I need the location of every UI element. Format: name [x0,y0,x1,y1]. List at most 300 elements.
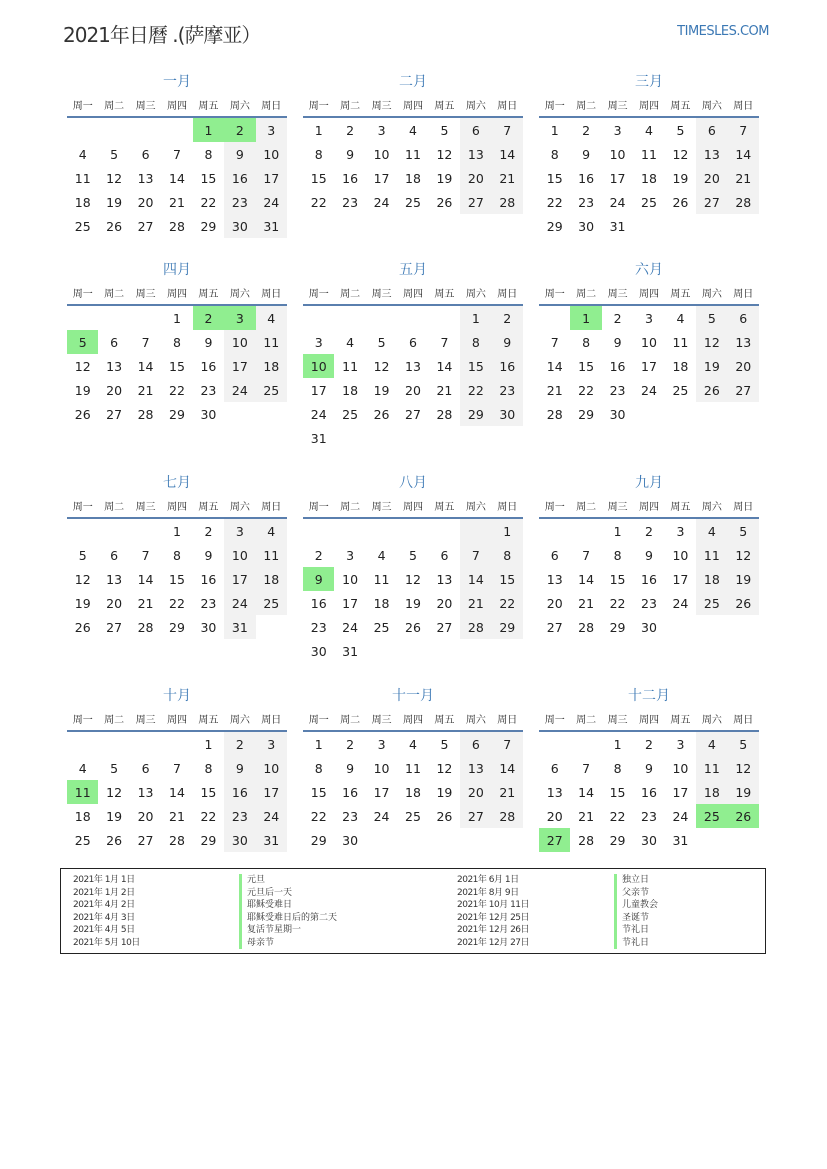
day-cell: 19 [405,595,421,611]
weekday-label: 周日 [733,501,754,513]
day-cell: 4 [377,547,386,563]
day-cell: 28 [578,619,595,635]
day-cell: 18 [405,170,421,186]
day-cell: 12 [106,784,123,800]
day-cell: 26 [373,406,390,422]
day-cell: 4 [256,306,287,330]
day-cell: 29 [460,402,491,426]
weekday-label: 周五 [198,100,219,112]
month-name: 十二月 [628,688,670,704]
weekday-header [539,280,759,306]
day-cell: 28 [578,832,595,848]
day-cell: 28 [137,619,154,635]
day-cell: 28 [169,218,185,234]
day-cell: 28 [546,406,563,422]
empty-day-cell [67,306,98,330]
day-cell: 21 [169,808,185,824]
day-cell: 21 [492,780,523,804]
day-cell: 8 [173,547,181,563]
weekday-label: 周三 [607,100,628,112]
weekday-label: 周六 [701,714,722,726]
day-cell: 3 [613,122,622,138]
holiday-day-cell: 3 [224,306,255,330]
day-cell: 14 [578,784,595,800]
day-cell: 27 [137,218,154,234]
weekday-label: 周四 [166,100,187,112]
day-cell: 20 [696,166,727,190]
legend-date: 2021年 10月 11日 [457,900,530,910]
day-cell: 6 [460,732,491,756]
weekday-label: 周二 [104,501,125,513]
day-cell: 22 [169,595,185,611]
day-cell: 14 [492,756,523,780]
empty-day-cell [334,519,365,543]
day-cell: 25 [74,832,91,848]
day-cell: 10 [256,756,287,780]
day-cell: 4 [676,310,685,326]
weekday-label: 周日 [261,714,282,726]
day-cell: 27 [728,378,759,402]
day-cell: 23 [224,190,255,214]
legend-date: 2021年 12月 27日 [457,937,530,948]
day-cell: 9 [613,334,622,350]
day-cell: 29 [609,619,626,635]
day-cell: 6 [409,334,417,350]
day-cell: 18 [342,382,359,398]
day-cell: 29 [200,832,217,848]
weekday-header [303,280,523,306]
day-cell: 15 [200,784,217,800]
day-cell: 3 [256,118,287,142]
day-cell: 8 [550,146,559,162]
day-cell: 18 [256,354,287,378]
day-cell: 14 [436,358,453,374]
weekday-label: 周日 [497,100,518,112]
weekday-label: 周二 [576,501,597,513]
weekday-label: 周一 [544,714,565,726]
day-cell: 15 [609,784,626,800]
day-cell: 18 [373,595,390,611]
day-cell: 18 [696,780,727,804]
day-cell: 15 [169,358,185,374]
month-calendar [303,260,523,473]
weekday-header [67,493,287,519]
weekday-label: 周五 [670,501,691,513]
weekday-label: 周二 [576,288,597,300]
day-cell: 26 [74,619,91,635]
day-cell: 12 [405,571,421,587]
legend-dates-right [457,874,529,949]
legend-holiday-name: 耶稣受难日后的第二天 [239,912,337,925]
empty-day-cell [366,306,397,330]
day-cell: 29 [310,832,327,848]
day-cell: 17 [224,567,255,591]
day-cell: 7 [492,732,523,756]
day-cell: 20 [106,382,123,398]
empty-day-cell [161,732,192,756]
day-cell: 13 [436,571,453,587]
day-cell: 5 [728,519,759,543]
day-cell: 23 [342,194,359,210]
weekday-label: 周二 [340,288,361,300]
day-cell: 17 [342,595,359,611]
day-cell: 19 [696,354,727,378]
day-cell: 22 [460,378,491,402]
weekday-label: 周一 [72,501,93,513]
site-link[interactable]: TIMESLES.COM [677,24,769,39]
day-cell: 28 [728,190,759,214]
day-cell: 6 [440,547,449,563]
day-cell: 5 [78,547,87,563]
day-cell: 5 [676,122,685,138]
day-cell: 15 [310,170,327,186]
day-cell: 5 [377,334,386,350]
holiday-day-cell: 11 [67,780,98,804]
day-cell: 3 [645,310,653,326]
day-cell: 20 [460,780,491,804]
weekday-header [303,493,523,519]
day-cell: 23 [641,808,657,824]
day-cell: 4 [409,736,417,752]
day-cell: 21 [169,194,185,210]
day-cell: 27 [460,804,491,828]
day-cell: 22 [546,194,563,210]
weekday-label: 周五 [434,501,455,513]
day-cell: 27 [106,406,123,422]
weekday-label: 周日 [733,100,754,112]
day-cell: 3 [377,736,386,752]
day-cell: 26 [74,406,91,422]
weekday-label: 周二 [104,288,125,300]
empty-day-cell [98,519,129,543]
weekday-label: 周二 [340,501,361,513]
day-cell: 23 [342,808,359,824]
day-cell: 15 [200,170,217,186]
day-cell: 24 [342,619,359,635]
day-cell: 7 [440,334,449,350]
day-cell: 19 [373,382,390,398]
empty-day-cell [98,732,129,756]
weekday-label: 周一 [308,100,329,112]
day-cell: 6 [110,547,119,563]
day-cell: 17 [310,382,327,398]
weekday-label: 周三 [607,288,628,300]
day-cell: 18 [405,784,421,800]
day-cell: 24 [373,194,390,210]
holiday-day-cell: 1 [193,118,224,142]
day-cell: 20 [460,166,491,190]
day-cell: 18 [672,358,689,374]
day-cell: 10 [342,571,359,587]
day-cell: 20 [405,382,421,398]
day-cell: 22 [200,194,217,210]
month-name: 一月 [163,74,191,90]
empty-day-cell [130,118,161,142]
day-cell: 14 [728,142,759,166]
days-grid [67,519,287,639]
day-cell: 14 [137,358,154,374]
weekday-label: 周日 [261,288,282,300]
day-cell: 18 [256,567,287,591]
day-cell: 3 [676,736,685,752]
day-cell: 23 [310,619,327,635]
weekday-label: 周三 [371,100,392,112]
day-cell: 15 [609,571,626,587]
empty-day-cell [130,519,161,543]
day-cell: 11 [74,170,91,186]
weekday-header [539,706,759,732]
weekday-label: 周四 [166,288,187,300]
month-calendar [67,72,287,260]
weekday-label: 周二 [104,100,125,112]
day-cell: 4 [696,732,727,756]
month-calendar [539,260,759,473]
day-cell: 26 [436,808,453,824]
days-grid [303,519,523,663]
day-cell: 7 [141,547,150,563]
day-cell: 16 [224,780,255,804]
day-cell: 19 [74,595,91,611]
day-cell: 13 [106,358,123,374]
day-cell: 16 [200,571,217,587]
day-cell: 13 [137,170,154,186]
day-cell: 19 [436,170,453,186]
day-cell: 14 [460,567,491,591]
day-cell: 25 [373,619,390,635]
legend-date: 2021年 12月 25日 [457,912,530,923]
weekday-label: 周四 [638,288,659,300]
day-cell: 17 [609,170,626,186]
day-cell: 31 [672,832,689,848]
day-cell: 5 [440,122,449,138]
day-cell: 28 [492,804,523,828]
day-cell: 20 [728,354,759,378]
day-cell: 9 [645,760,653,776]
day-cell: 2 [613,310,622,326]
legend-dates-left [73,874,140,949]
day-cell: 6 [550,547,559,563]
day-cell: 30 [492,402,523,426]
weekday-label: 周五 [198,714,219,726]
days-grid [303,306,523,450]
day-cell: 19 [728,567,759,591]
day-cell: 13 [405,358,421,374]
day-cell: 25 [672,382,689,398]
day-cell: 11 [405,146,421,162]
day-cell: 25 [342,406,359,422]
day-cell: 22 [609,808,626,824]
day-cell: 17 [641,358,657,374]
day-cell: 10 [224,543,255,567]
weekday-label: 周三 [135,501,156,513]
legend-holiday-name: 父亲节 [614,887,658,900]
legend-date: 2021年 8月 9日 [457,887,519,898]
day-cell: 25 [256,591,287,615]
empty-day-cell [460,519,491,543]
day-cell: 20 [546,808,563,824]
weekday-label: 周日 [497,714,518,726]
day-cell: 30 [578,218,595,234]
legend-holiday-name: 元旦后一天 [239,887,337,900]
weekday-header [67,280,287,306]
day-cell: 22 [492,591,523,615]
day-cell: 1 [204,736,213,752]
day-cell: 11 [405,760,421,776]
day-cell: 7 [550,334,559,350]
day-cell: 15 [460,354,491,378]
day-cell: 11 [641,146,657,162]
weekday-label: 周日 [261,501,282,513]
day-cell: 5 [728,732,759,756]
day-cell: 30 [200,619,217,635]
days-grid [67,306,287,426]
days-grid [303,118,523,214]
weekday-label: 周三 [135,100,156,112]
weekday-label: 周五 [670,288,691,300]
day-cell: 9 [582,146,591,162]
empty-day-cell [67,732,98,756]
holiday-day-cell: 27 [539,828,570,852]
day-cell: 20 [106,595,123,611]
day-cell: 2 [224,732,255,756]
day-cell: 2 [346,122,355,138]
day-cell: 14 [546,358,563,374]
day-cell: 30 [609,406,626,422]
day-cell: 13 [546,784,563,800]
day-cell: 20 [137,194,154,210]
day-cell: 10 [641,334,657,350]
weekday-label: 周五 [434,100,455,112]
legend-holiday-name: 元旦 [239,874,337,887]
day-cell: 21 [546,382,563,398]
day-cell: 9 [204,334,213,350]
day-cell: 29 [200,218,217,234]
day-cell: 3 [256,732,287,756]
empty-day-cell [539,519,570,543]
day-cell: 7 [582,760,591,776]
weekday-label: 周六 [229,288,250,300]
weekday-label: 周一 [72,714,93,726]
day-cell: 14 [578,571,595,587]
day-cell: 6 [550,760,559,776]
weekday-label: 周四 [638,501,659,513]
day-cell: 23 [200,382,217,398]
day-cell: 14 [169,784,185,800]
empty-day-cell [429,519,460,543]
month-calendar [539,686,759,874]
weekday-label: 周二 [576,100,597,112]
day-cell: 3 [224,519,255,543]
month-name: 八月 [399,475,427,491]
day-cell: 26 [106,218,123,234]
day-cell: 6 [696,118,727,142]
day-cell: 1 [613,736,622,752]
legend-date: 2021年 4月 5日 [73,925,135,935]
weekday-label: 周三 [607,501,628,513]
legend-holiday-name: 儿童教会 [614,899,658,912]
weekday-label: 周五 [670,714,691,726]
day-cell: 25 [405,808,421,824]
month-name: 五月 [399,262,427,278]
weekday-label: 周六 [465,501,486,513]
weekday-label: 周五 [198,288,219,300]
day-cell: 10 [224,330,255,354]
day-cell: 1 [492,519,523,543]
day-cell: 9 [224,142,255,166]
weekday-label: 周日 [733,714,754,726]
day-cell: 12 [106,170,123,186]
day-cell: 2 [314,547,323,563]
day-cell: 8 [314,146,323,162]
day-cell: 5 [110,760,119,776]
day-cell: 9 [492,330,523,354]
page-title: 2021年日曆 .(萨摩亚） [63,23,261,47]
day-cell: 16 [342,784,359,800]
day-cell: 5 [409,547,417,563]
weekday-label: 周一 [544,100,565,112]
day-cell: 4 [645,122,653,138]
legend-holiday-name: 复活节星期一 [239,924,337,937]
month-calendar [67,260,287,473]
day-cell: 2 [492,306,523,330]
days-grid [67,732,287,852]
day-cell: 10 [672,547,689,563]
day-cell: 20 [137,808,154,824]
legend-holiday-name: 母亲节 [239,937,337,950]
empty-day-cell [130,732,161,756]
day-cell: 13 [106,571,123,587]
day-cell: 4 [78,146,87,162]
days-grid [539,118,759,238]
day-cell: 7 [582,547,591,563]
day-cell: 1 [613,523,622,539]
weekday-header [67,706,287,732]
day-cell: 31 [256,828,287,852]
month-name: 十月 [163,688,191,704]
day-cell: 1 [550,122,559,138]
day-cell: 25 [696,591,727,615]
weekday-label: 周六 [701,288,722,300]
day-cell: 4 [696,519,727,543]
day-cell: 24 [672,808,689,824]
day-cell: 4 [78,760,87,776]
day-cell: 23 [578,194,595,210]
weekday-label: 周五 [434,288,455,300]
empty-day-cell [67,519,98,543]
month-calendar [303,686,523,874]
day-cell: 10 [256,142,287,166]
day-cell: 8 [613,760,622,776]
days-grid [539,306,759,426]
day-cell: 8 [173,334,181,350]
weekday-label: 周日 [497,288,518,300]
empty-day-cell [98,118,129,142]
weekday-label: 周二 [104,714,125,726]
weekday-label: 周三 [607,714,628,726]
day-cell: 8 [204,146,213,162]
day-cell: 2 [645,736,653,752]
day-cell: 27 [436,619,453,635]
day-cell: 15 [492,567,523,591]
weekday-label: 周一 [72,100,93,112]
day-cell: 29 [169,619,185,635]
day-cell: 28 [436,406,453,422]
day-cell: 6 [728,306,759,330]
day-cell: 11 [256,330,287,354]
day-cell: 24 [672,595,689,611]
day-cell: 27 [405,406,421,422]
weekday-label: 周六 [229,100,250,112]
